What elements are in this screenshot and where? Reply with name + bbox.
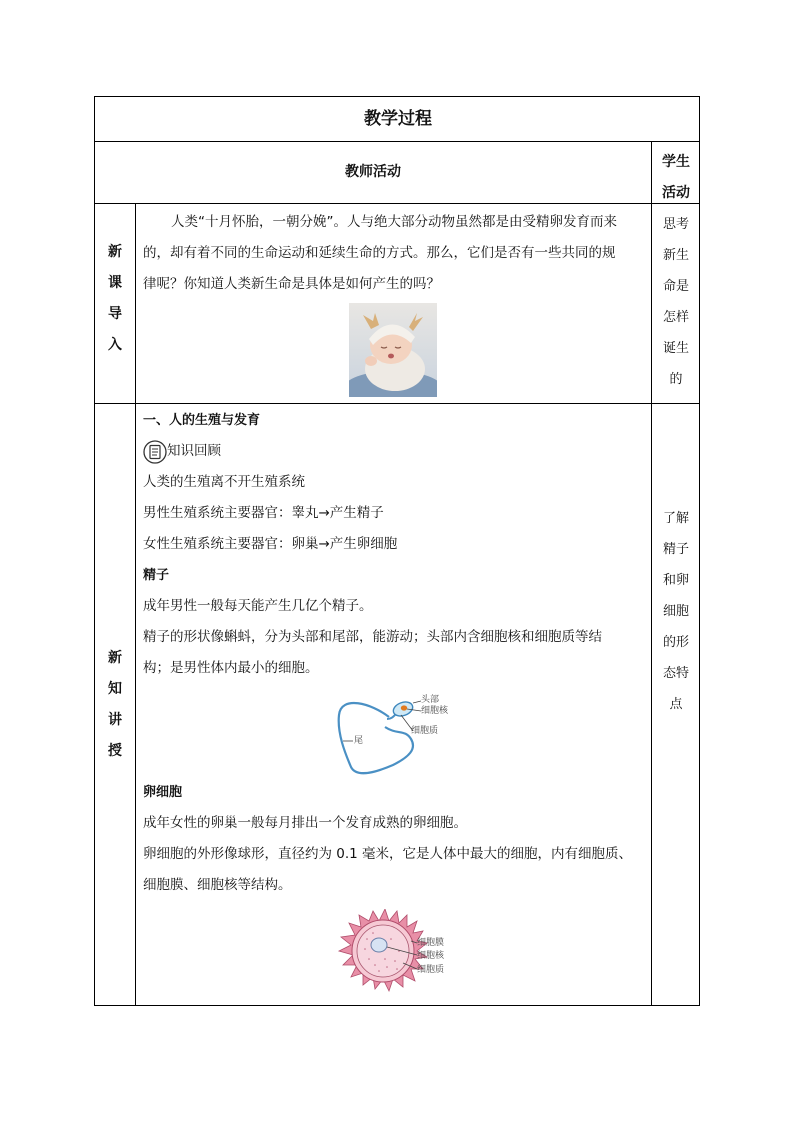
lesson-table <box>94 96 700 1006</box>
section-title: 一、人的生殖与发育 <box>143 413 261 428</box>
sperm-label-nucleus: 细胞核 <box>421 706 449 716</box>
line-male: 男性生殖系统主要器官：睾丸→产生精子 <box>143 505 384 521</box>
label-char: 知 <box>108 681 122 697</box>
label-char: 讲 <box>108 712 122 728</box>
line-female: 女性生殖系统主要器官：卵巢→产生卵细胞 <box>143 536 398 552</box>
intro-paragraph <box>143 207 647 300</box>
intro-line: 人类“十月怀胎，一朝分娩”。人与绝大部分动物虽然都是由受精卵发育而来 <box>171 214 617 230</box>
egg-label-nucleus: 细胞核 <box>417 951 445 961</box>
egg-label-membrane: 细胞膜 <box>417 938 445 948</box>
egg-label-cytoplasm: 细胞质 <box>417 965 445 975</box>
student-text: 了解 <box>662 511 689 526</box>
table-rule <box>95 403 699 404</box>
label-char: 授 <box>108 743 122 759</box>
egg-line: 成年女性的卵巢一般每月排出一个发育成熟的卵细胞。 <box>143 815 467 831</box>
sperm-line: 构；是男性体内最小的细胞。 <box>143 660 319 676</box>
table-rule <box>135 203 136 1005</box>
student-text: 精子 <box>662 542 689 557</box>
sperm-line: 精子的形状像蝌蚪，分为头部和尾部，能游动；头部内含细胞核和细胞质等结 <box>143 629 602 645</box>
sperm-line: 成年男性一般每天能产生几亿个精子。 <box>143 598 373 614</box>
student-text: 和卵 <box>662 573 689 588</box>
student-text: 怎样 <box>662 310 689 325</box>
lesson-content <box>143 405 647 684</box>
student-text: 态特 <box>662 666 689 681</box>
header-student-line: 活动 <box>662 185 690 201</box>
student-text: 的 <box>669 372 683 387</box>
egg-heading: 卵细胞 <box>143 785 183 800</box>
egg-content <box>143 777 647 901</box>
sperm-diagram <box>331 695 461 777</box>
sperm-heading: 精子 <box>143 568 170 583</box>
student-text: 细胞 <box>662 604 689 619</box>
student-text: 新生 <box>662 248 689 263</box>
newborn-baby-photo <box>349 303 437 397</box>
student-text: 思考 <box>662 217 689 232</box>
intro-student-activity <box>652 209 700 395</box>
egg-cell-diagram <box>329 909 459 993</box>
student-text: 命是 <box>662 279 689 294</box>
label-char: 入 <box>108 337 122 353</box>
label-char: 新 <box>108 244 122 260</box>
header-student-line: 学生 <box>662 154 690 170</box>
sperm-label-head: 头部 <box>421 695 440 705</box>
intro-line: 律呢？你知道人类新生命是具体是如何产生的吗？ <box>143 276 440 292</box>
table-rule <box>95 203 699 204</box>
review-label: 知识回顾 <box>167 443 221 459</box>
student-text: 的形 <box>662 635 689 650</box>
lesson-student-activity <box>652 503 700 720</box>
lesson-label <box>95 643 135 767</box>
line-system: 人类的生殖离不开生殖系统 <box>143 474 305 490</box>
intro-line: 的，却有着不同的生命运动和延续生命的方式。那么，它们是否有一些共同的规 <box>143 245 616 261</box>
book-icon <box>143 440 167 464</box>
intro-label <box>95 237 135 361</box>
label-char: 导 <box>108 306 122 322</box>
sperm-label-tail: 尾 <box>354 736 364 746</box>
table-title: 教学过程 <box>364 109 432 129</box>
student-text: 诞生 <box>662 341 689 356</box>
egg-line: 卵细胞的外形像球形，直径约为 0.1 毫米，它是人体中最大的细胞，内有细胞质、 <box>143 846 633 862</box>
label-char: 新 <box>108 650 122 666</box>
knowledge-review <box>143 436 647 467</box>
header-teacher-activity: 教师活动 <box>345 164 401 180</box>
header-student-activity <box>652 147 700 209</box>
sperm-label-cytoplasm: 细胞质 <box>411 726 439 736</box>
egg-line: 细胞膜、细胞核等结构。 <box>143 877 292 893</box>
label-char: 课 <box>108 275 122 291</box>
student-text: 点 <box>669 697 683 712</box>
